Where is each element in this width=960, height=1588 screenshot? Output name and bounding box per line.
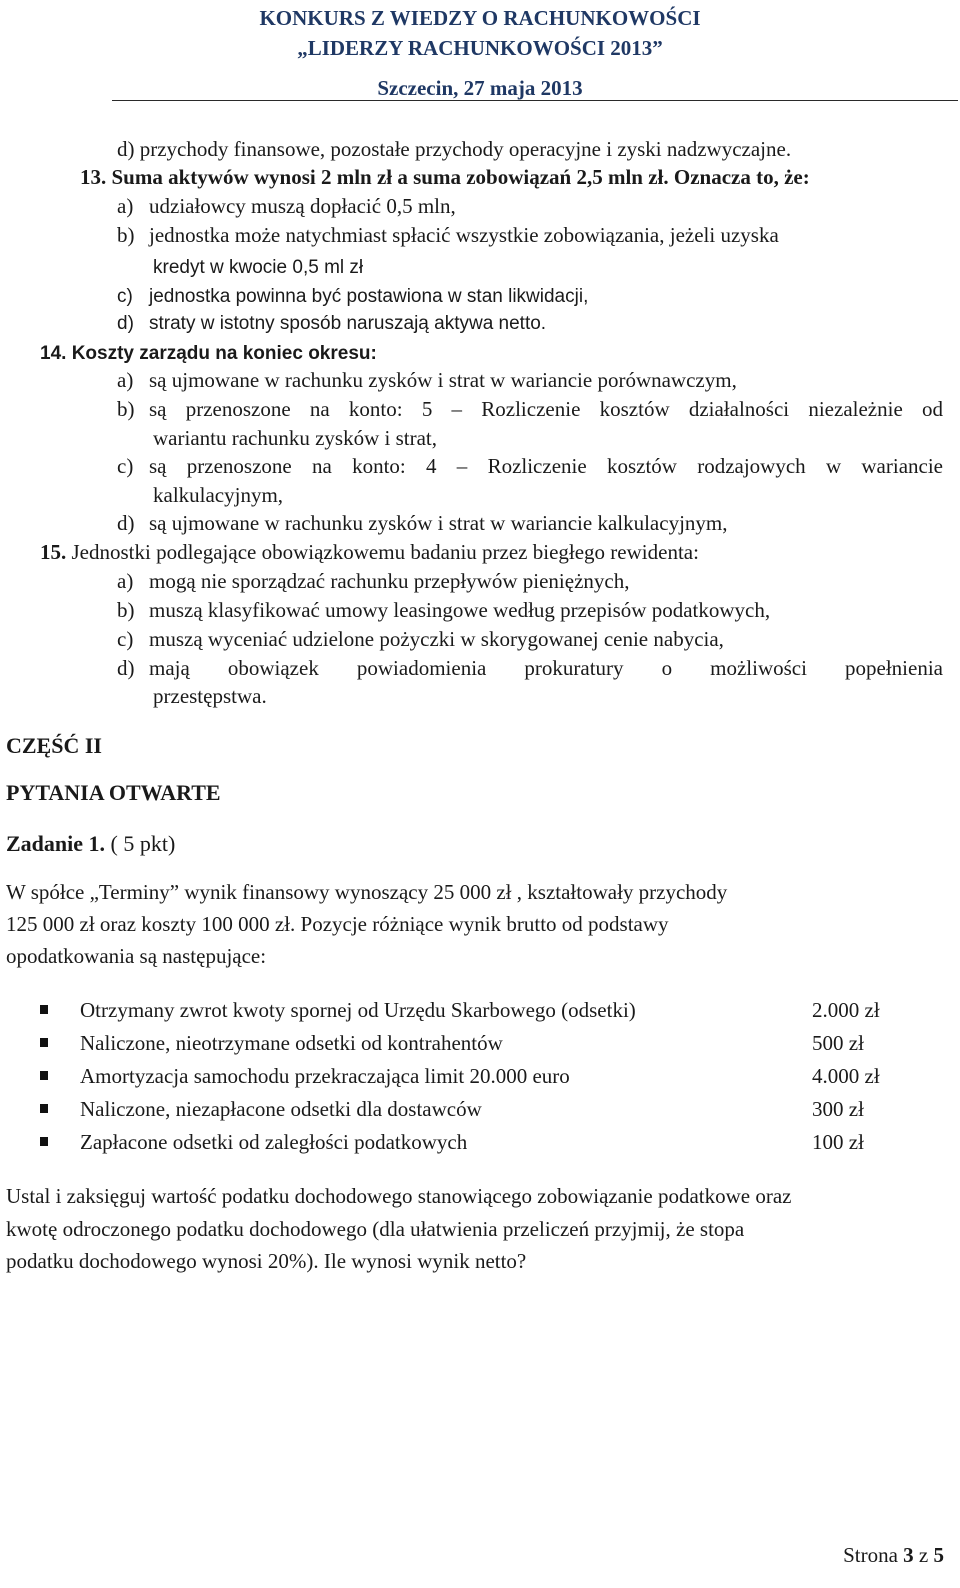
q14-option-d: d) są ujmowane w rachunku zysków i strat w wariancie kalkulacyjnym, xyxy=(117,511,728,535)
q13-question: 13. Suma aktywów wynosi 2 mln zł a suma zobowiązań 2,5 mln zł. Oznacza to, że: xyxy=(80,165,810,189)
q14-option-a: a) są ujmowane w rachunku zysków i strat w wariancie porównawczym, xyxy=(117,368,737,392)
page-number: Strona 3 z 5 xyxy=(843,1543,944,1567)
q15-option-b: b) muszą klasyfikować umowy leasingowe według przepisów podatkowych, xyxy=(117,598,771,622)
q15-option-c: c) muszą wyceniać udzielone pożyczki w skorygowanej cenie nabycia, xyxy=(117,627,724,651)
q14-option-c: c) są przenoszone na konto: 4 – Rozliczenie kosztów rodzajowych w wariancie xyxy=(117,454,943,478)
part-title: CZĘŚĆ II xyxy=(6,733,102,758)
header-contest-edition: „LIDERZY RACHUNKOWOŚCI 2013” xyxy=(297,36,663,60)
task-heading: Zadanie 1. ( 5 pkt) xyxy=(6,831,176,856)
q14-option-b-cont: wariantu rachunku zysków i strat, xyxy=(153,426,438,450)
task-question-line-3: podatku dochodowego wynosi 20%). Ile wynosi wynik netto? xyxy=(6,1249,527,1273)
bullet-square-icon xyxy=(40,1104,48,1113)
q15-option-d-cont: przestępstwa. xyxy=(153,684,267,708)
bullet-square-icon xyxy=(40,1137,48,1146)
header-divider xyxy=(112,100,958,101)
part-subtitle: PYTANIA OTWARTE xyxy=(6,780,221,805)
task-question-line-1: Ustal i zaksięguj wartość podatku dochodowego stanowiącego zobowiązanie podatkowe oraz xyxy=(6,1184,792,1208)
bullet-square-icon xyxy=(40,1005,48,1014)
q13-option-d: d) straty w istotny sposób naruszają aktywa netto. xyxy=(117,313,547,334)
task-intro-line-3: opodatkowania są następujące: xyxy=(6,944,267,968)
q14-question: 14. Koszty zarządu na koniec okresu: xyxy=(40,343,377,364)
header-contest-name: KONKURS Z WIEDZY O RACHUNKOWOŚCI xyxy=(259,6,701,30)
q14-option-c-cont: kalkulacyjnym, xyxy=(153,483,284,507)
header-place-date: Szczecin, 27 maja 2013 xyxy=(377,76,583,100)
q15-question: 15. Jednostki podlegające obowiązkowemu badaniu przez biegłego rewidenta: xyxy=(40,540,699,564)
task-question-line-2: kwotę odroczonego podatku dochodowego (dla ułatwienia przeliczeń przyjmij, że stopa xyxy=(6,1217,745,1241)
bullet-square-icon xyxy=(40,1038,48,1047)
task-intro-line-1: W spółce „Terminy” wynik finansowy wynoszący 25 000 zł , kształtowały przychody xyxy=(6,880,728,904)
q13-option-b: b) jednostka może natychmiast spłacić wszystkie zobowiązania, jeżeli uzyska xyxy=(117,223,779,247)
q13-option-b-cont: kredyt w kwocie 0,5 ml zł xyxy=(153,257,364,278)
bullet-square-icon xyxy=(40,1071,48,1080)
q14-option-b: b) są przenoszone na konto: 5 – Rozliczenie kosztów działalności niezależnie od xyxy=(117,397,943,421)
q13-option-a: a) udziałowcy muszą dopłacić 0,5 mln, xyxy=(117,194,456,218)
q12-option-d: d) przychody finansowe, pozostałe przychody operacyjne i zyski nadzwyczajne. xyxy=(117,137,792,161)
q15-option-a: a) mogą nie sporządzać rachunku przepływów pieniężnych, xyxy=(117,569,630,593)
task-intro-line-2: 125 000 zł oraz koszty 100 000 zł. Pozycje różniące wynik brutto od podstawy xyxy=(6,912,669,936)
q15-option-d: d) mają obowiązek powiadomienia prokuratury o możliwości popełnienia xyxy=(117,656,943,680)
q13-option-c: c) jednostka powinna być postawiona w stan likwidacji, xyxy=(117,286,589,307)
